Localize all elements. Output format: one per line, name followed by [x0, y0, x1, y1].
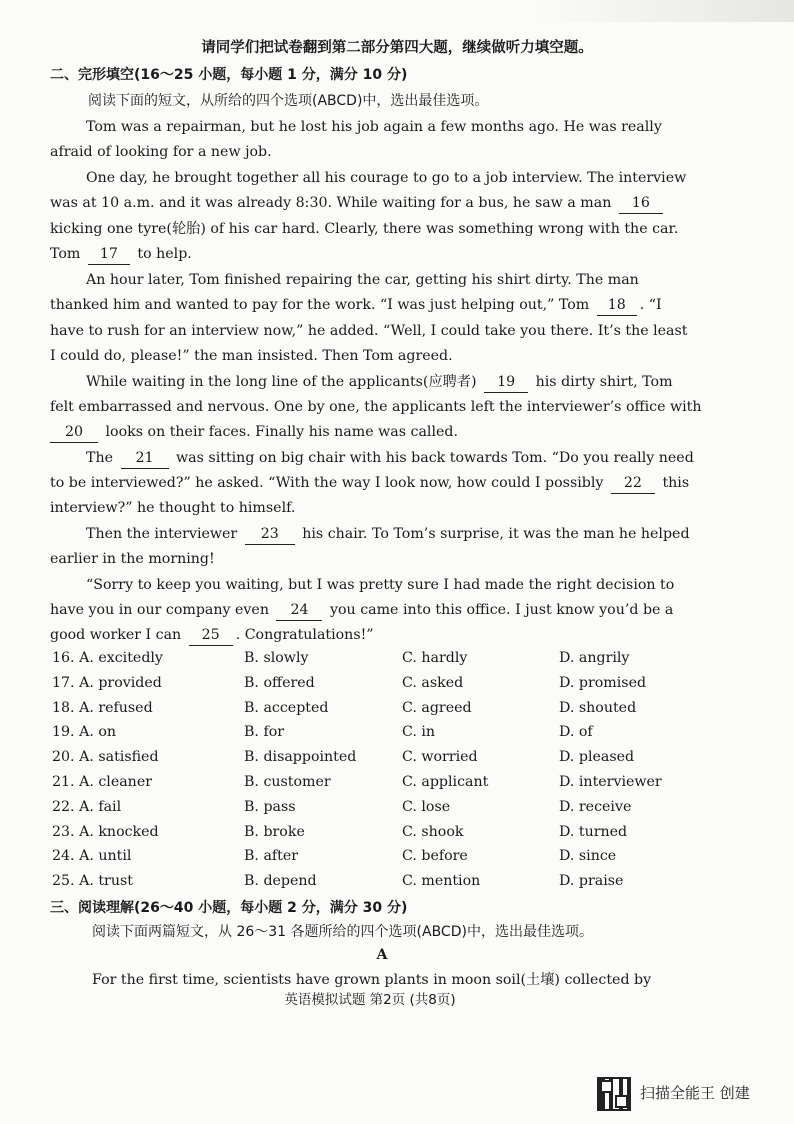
option-23-a: 23. A. knocked [52, 823, 159, 840]
blank-19[interactable]: 19 [484, 372, 528, 393]
blank-22[interactable]: 22 [611, 473, 655, 494]
blank-24[interactable]: 24 [276, 600, 322, 621]
option-25-b: B. depend [244, 873, 317, 890]
option-17-d: D. promised [559, 674, 647, 691]
passage-line-with-blank [86, 372, 673, 393]
section3-title: 三、阅读理解(26～40 小题，每小题 2 分，满分 30 分) [50, 900, 408, 916]
passage-text: you came into this office. I just know you’d be a [330, 602, 674, 618]
option-17-a: 17. A. provided [52, 674, 162, 691]
passage-a-first-line: For the first time, scientists have grown plants in moon soil(土壤) collected by [92, 972, 652, 988]
option-23-b: B. broke [244, 823, 305, 840]
passage-line-with-blank [50, 600, 673, 621]
passage-line: interview?” he thought to himself. [50, 500, 296, 516]
option-19-d: D. of [559, 724, 593, 741]
option-24-a: 24. A. until [52, 848, 132, 865]
passage-text: to help. [137, 246, 192, 262]
scan-shadow [534, 0, 794, 22]
passage-text: looks on their faces. Finally his name was called. [105, 424, 458, 440]
blank-21[interactable]: 21 [121, 448, 169, 469]
option-19-c: C. in [402, 724, 436, 741]
passage-text: Then the interviewer [86, 526, 238, 542]
section2-instruction: 阅读下面的短文，从所给的四个选项(ABCD)中，选出最佳选项。 [88, 93, 489, 109]
part-label: A [376, 947, 388, 963]
passage-line-with-blank [86, 524, 690, 545]
qr-code-icon [597, 1077, 631, 1111]
passage-text: thanked him and wanted to pay for the work. “I was just helping out,” Tom [50, 297, 590, 313]
option-22-c: C. lose [402, 798, 451, 815]
passage-line: An hour later, Tom finished repairing the car, getting his shirt dirty. The man [86, 272, 639, 288]
passage-line-with-blank [50, 473, 689, 494]
blank-18[interactable]: 18 [597, 295, 637, 316]
option-18-d: D. shouted [559, 699, 637, 716]
option-16-c: C. hardly [402, 650, 468, 666]
passage-text: was sitting on big chair with his back towards Tom. “Do you really need [176, 450, 694, 466]
option-22-d: D. receive [559, 798, 632, 815]
option-16-a: 16. A. excitedly [52, 650, 163, 666]
option-23-d: D. turned [559, 823, 628, 840]
passage-line: afraid of looking for a new job. [50, 144, 272, 160]
page-footer: 英语模拟试题 第2页 (共8页) [284, 992, 456, 1008]
section3-instruction: 阅读下面两篇短文，从 26～31 各题所给的四个选项(ABCD)中，选出最佳选项。 [92, 924, 593, 940]
passage-text: Tom [50, 246, 81, 262]
passage-text: his dirty shirt, Tom [535, 374, 673, 390]
passage-text: . Congratulations!” [235, 627, 374, 643]
option-21-d: D. interviewer [559, 774, 662, 790]
passage-text: . “I [639, 297, 662, 313]
passage-text: have you in our company even [50, 602, 269, 618]
option-19-a: 19. A. on [52, 724, 117, 741]
option-18-a: 18. A. refused [52, 699, 153, 716]
option-21-c: C. applicant [402, 774, 489, 790]
option-16-d: D. angrily [559, 650, 630, 666]
option-21-b: B. customer [244, 774, 331, 790]
passage-line: Tom was a repairman, but he lost his job again a few months ago. He was really [86, 119, 662, 135]
passage-text: this [662, 475, 690, 491]
option-25-a: 25. A. trust [52, 873, 133, 890]
option-23-c: C. shook [402, 823, 464, 840]
option-18-c: C. agreed [402, 699, 472, 716]
passage-line-with-blank [86, 448, 694, 469]
option-16-b: B. slowly [244, 650, 309, 666]
blank-20[interactable]: 20 [50, 422, 98, 443]
option-20-d: D. pleased [559, 749, 635, 766]
option-20-c: C. worried [402, 749, 478, 766]
option-25-d: D. praise [559, 873, 624, 890]
option-17-b: B. offered [244, 674, 315, 691]
passage-line: kicking one tyre(轮胎) of his car hard. Clearly, there was something wrong with the car. [50, 221, 679, 237]
passage-line-with-blank [50, 625, 374, 646]
blank-23[interactable]: 23 [245, 524, 295, 545]
option-17-c: C. asked [402, 674, 464, 691]
passage-line-with-blank [50, 295, 662, 316]
option-25-c: C. mention [402, 873, 481, 890]
scanner-watermark: 扫描全能王 创建 [640, 1084, 750, 1102]
passage-text: The [86, 450, 113, 466]
passage-text: was at 10 a.m. and it was already 8:30. While waiting for a bus, he saw a man [50, 195, 612, 211]
option-20-a: 20. A. satisfied [52, 749, 159, 766]
blank-25[interactable]: 25 [189, 625, 233, 646]
option-21-a: 21. A. cleaner [52, 774, 152, 790]
passage-line-with-blank [50, 193, 666, 214]
passage-line: have to rush for an interview now,” he added. “Well, I could take you there. It’s the least [50, 323, 688, 339]
passage-text: While waiting in the long line of the applicants(应聘者) [86, 374, 477, 390]
option-24-c: C. before [402, 848, 468, 865]
header-note: 请同学们把试卷翻到第二部分第四大题，继续做听力填空题。 [201, 40, 593, 56]
passage-line-with-blank [50, 422, 458, 443]
option-19-b: B. for [244, 724, 285, 741]
passage-line: “Sorry to keep you waiting, but I was pretty sure I had made the right decision to [86, 577, 675, 593]
blank-17[interactable]: 17 [88, 244, 130, 265]
passage-text: to be interviewed?” he asked. “With the way I look now, how could I possibly [50, 475, 604, 491]
option-24-b: B. after [244, 848, 299, 865]
passage-line-with-blank [50, 244, 192, 265]
passage-text: good worker I can [50, 627, 182, 643]
passage-text: his chair. To Tom’s surprise, it was the man he helped [302, 526, 690, 542]
passage-line: felt embarrassed and nervous. One by one, the applicants left the interviewer’s office with [50, 399, 702, 415]
option-24-d: D. since [559, 848, 617, 865]
passage-line: earlier in the morning! [50, 551, 215, 567]
option-20-b: B. disappointed [244, 749, 357, 766]
passage-line: One day, he brought together all his courage to go to a job interview. The interview [86, 170, 687, 186]
option-22-b: B. pass [244, 798, 296, 815]
option-22-a: 22. A. fail [52, 798, 122, 815]
section2-title: 二、完形填空(16～25 小题，每小题 1 分，满分 10 分) [50, 67, 408, 83]
passage-line: I could do, please!” the man insisted. Then Tom agreed. [50, 348, 453, 364]
option-18-b: B. accepted [244, 699, 329, 716]
blank-16[interactable]: 16 [619, 193, 663, 214]
